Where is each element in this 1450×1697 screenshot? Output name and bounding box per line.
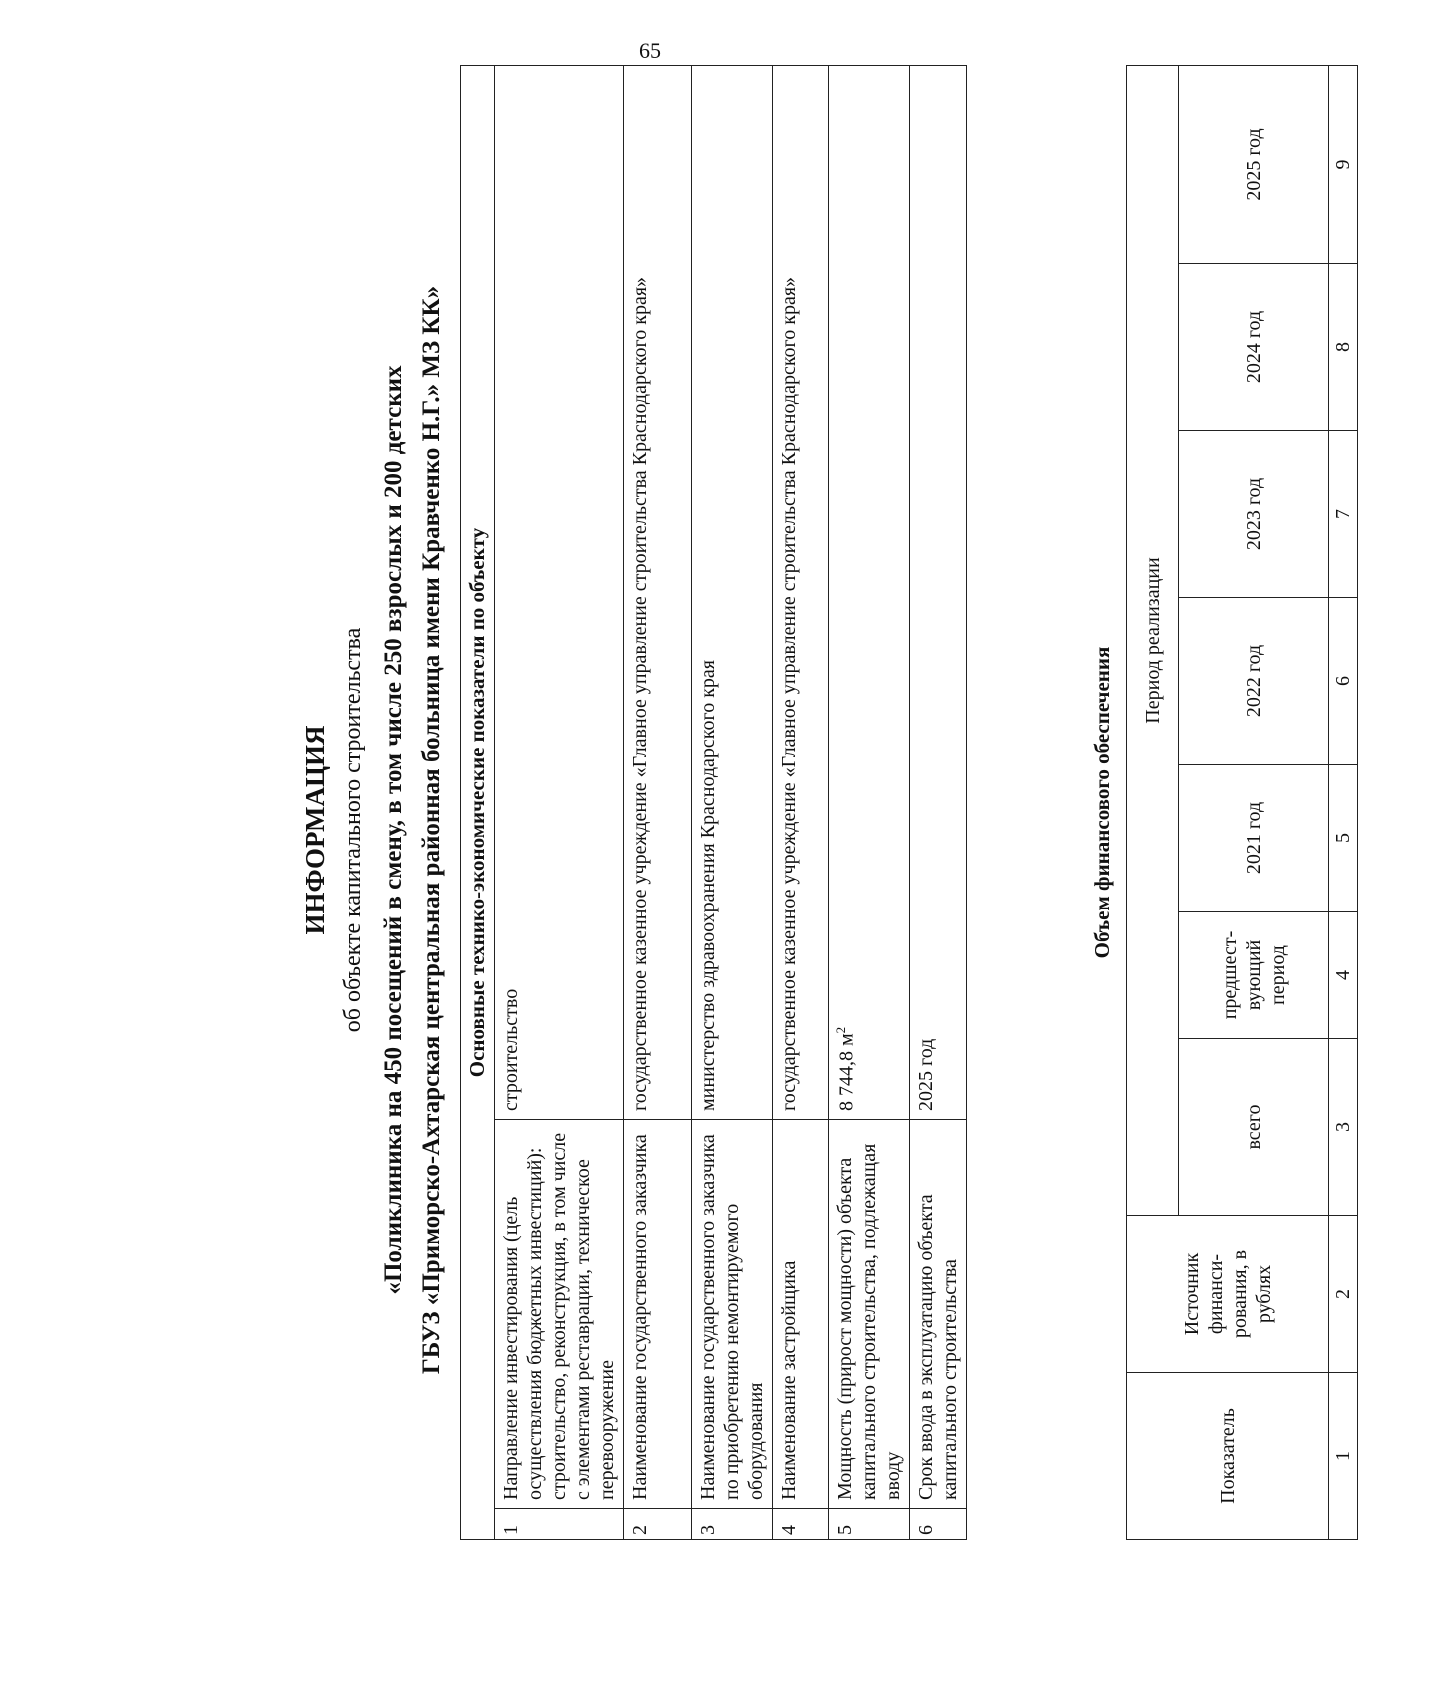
- document-sheet: [300, 30, 1450, 1630]
- row-value: государственное казенное учреждение «Главное управление строительства Краснодарского края»: [624, 66, 692, 1120]
- col-source-header: Источник финанси-рования, в рублях: [1127, 1216, 1329, 1373]
- object-name-line2: ГБУЗ «Приморско-Ахтарская центральная районная больница имени Кравченко Н.Г.» МЗ КК»: [418, 285, 445, 1375]
- col-prev-period-header: предшест-вующий период: [1179, 912, 1329, 1039]
- col-period-header: Период реализации: [1127, 66, 1179, 1216]
- row-label: Наименование застройщика: [773, 1120, 829, 1509]
- table-row: [910, 66, 967, 1540]
- row-value: [829, 66, 910, 1120]
- column-number: 8: [1329, 264, 1358, 431]
- tech-table-heading-row: [461, 66, 495, 1540]
- col-year-header: 2025 год: [1179, 66, 1329, 264]
- col-year-header: 2021 год: [1179, 765, 1329, 912]
- column-number: 5: [1329, 765, 1358, 912]
- table-row: [829, 66, 910, 1540]
- table-row: [624, 66, 692, 1540]
- row-number: 4: [773, 1509, 829, 1540]
- page-number: 65: [639, 38, 661, 63]
- row-label: Наименование государственного заказчика: [624, 1120, 692, 1509]
- col-total-header: всего: [1179, 1039, 1329, 1216]
- column-number: 3: [1329, 1039, 1358, 1216]
- row-number: 1: [495, 1509, 624, 1540]
- row-label: Наименование государственного заказчика по приобретению немонтируемого оборудования: [692, 1120, 773, 1509]
- column-number: 7: [1329, 431, 1358, 598]
- table-row: [773, 66, 829, 1540]
- tech-table-heading: Основные технико-экономические показатели по объекту: [461, 66, 495, 1540]
- document-subtitle: об объекте капитального строительства: [340, 627, 366, 1033]
- column-number: 4: [1329, 912, 1358, 1039]
- table-row: [495, 66, 624, 1540]
- column-number: 6: [1329, 598, 1358, 765]
- table-row: [692, 66, 773, 1540]
- column-number: 2: [1329, 1216, 1358, 1373]
- column-number: 1: [1329, 1373, 1358, 1540]
- document-title: ИНФОРМАЦИЯ: [300, 725, 330, 935]
- row-number: 6: [910, 1509, 967, 1540]
- row-value: государственное казенное учреждение «Главное управление строительства Краснодарского края»: [773, 66, 829, 1120]
- col-year-header: 2022 год: [1179, 598, 1329, 765]
- object-name-line1: «Поликлиника на 450 посещений в смену, в том числе 250 взрослых и 200 детских: [380, 365, 407, 1295]
- row-number: 5: [829, 1509, 910, 1540]
- col-year-header: 2024 год: [1179, 264, 1329, 431]
- capacity-unit-power: 2: [833, 1026, 849, 1034]
- col-year-header: 2023 год: [1179, 431, 1329, 598]
- tech-indicators-table: [460, 65, 967, 1540]
- column-number-row: [1329, 66, 1358, 1540]
- row-label: Срок ввода в эксплуатацию объекта капитального строительства: [910, 1120, 967, 1509]
- finance-table: [1126, 65, 1358, 1540]
- capacity-value: 8 744,8 м: [835, 1033, 858, 1111]
- row-value: министерство здравоохранения Краснодарского края: [692, 66, 773, 1120]
- row-value: 2025 год: [910, 66, 967, 1120]
- row-value: строительство: [495, 66, 624, 1120]
- finance-header-row-1: [1127, 66, 1179, 1540]
- row-number: 3: [692, 1509, 773, 1540]
- column-number: 9: [1329, 66, 1358, 264]
- row-number: 2: [624, 1509, 692, 1540]
- row-label: Направление инвестирования (цель осуществления бюджетных инвестиций): строительство, реконструкция, в том числе с элементами реставрации, техническое перевооружение: [495, 1120, 624, 1509]
- col-indicator-header: Показатель: [1127, 1373, 1329, 1540]
- row-label: Мощность (прирост мощности) объекта капитального строительства, подлежащая вводу: [829, 1120, 910, 1509]
- finance-heading: Объем финансового обеспечения: [1090, 646, 1114, 959]
